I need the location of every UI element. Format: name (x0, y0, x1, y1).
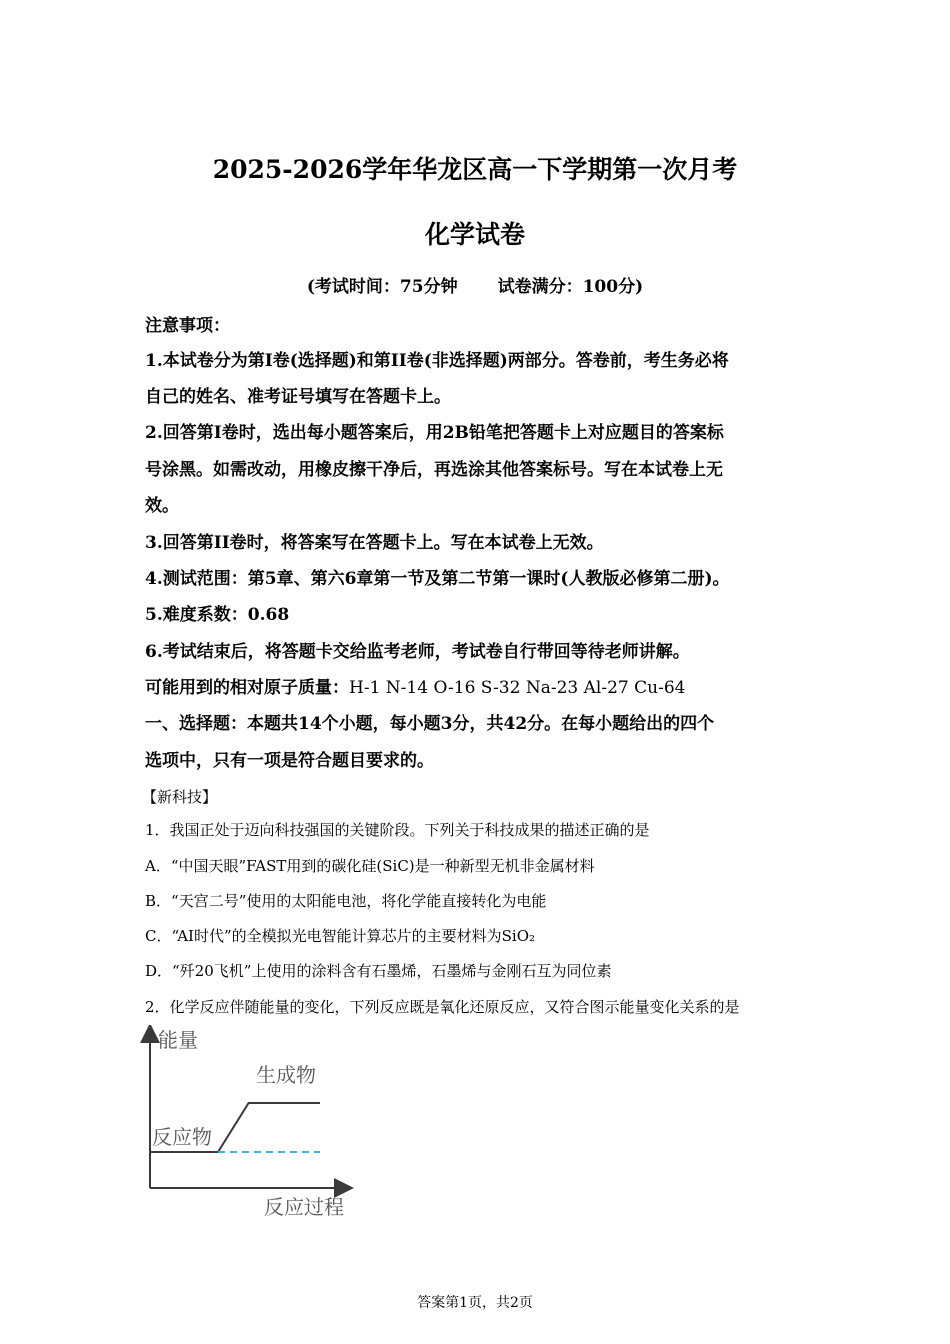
atomic-mass-label: 可能用到的相对原子质量： (145, 678, 349, 698)
question-1-option-c: C．“AI时代”的全模拟光电智能计算芯片的主要材料为SiO₂ (145, 927, 536, 945)
section-heading-line: 一、选择题：本题共14个小题，每小题3分，共42分。在每小题给出的四个 (145, 714, 715, 734)
note-line: 效。 (145, 496, 179, 516)
note-line: 3.回答第II卷时，将答案写在答题卡上。写在本试卷上无效。 (145, 533, 604, 553)
note-line: 2.回答第I卷时，选出每小题答案后，用2B铅笔把答题卡上对应题目的答案标 (145, 423, 724, 443)
note-line: 自己的姓名、准考证号填写在答题卡上。 (145, 387, 451, 407)
exam-title: 2025-2026学年华龙区高一下学期第一次月考 (212, 155, 738, 184)
question-1-stem: 1．我国正处于迈向科技强国的关键阶段。下列关于科技成果的描述正确的是 (145, 821, 650, 839)
x-axis-label: 反应过程 (264, 1195, 344, 1219)
question-1-option-a: A．“中国天眼”FAST用到的碳化硅(SiC)是一种新型无机非金属材料 (145, 857, 595, 875)
exam-time: (考试时间：75分钟 (306, 277, 458, 297)
note-line: 1.本试卷分为第I卷(选择题)和第II卷(非选择题)两部分。答卷前，考生务必将 (145, 351, 729, 371)
exam-score: 试卷满分：100分) (497, 277, 644, 297)
note-line: 号涂黑。如需改动，用橡皮擦干净后，再选涂其他答案标号。写在本试卷上无 (145, 460, 723, 480)
note-line: 4.测试范围：第5章、第六6章第一节及第二节第一课时(人教版必修第二册)。 (145, 569, 730, 589)
question-1-option-d: D．“歼20飞机”上使用的涂料含有石墨烯，石墨烯与金刚石互为同位素 (145, 962, 612, 980)
atomic-mass-line (145, 673, 685, 698)
section-heading-line: 选项中，只有一项是符合题目要求的。 (145, 751, 434, 771)
question-2-stem: 2．化学反应伴随能量的变化，下列反应既是氧化还原反应，又符合图示能量变化关系的是 (145, 998, 740, 1016)
reactant-label: 反应物 (152, 1125, 212, 1149)
note-line: 5.难度系数：0.68 (145, 605, 290, 625)
atomic-mass-values: H-1 N-14 O-16 S-32 Na-23 Al-27 Cu-64 (349, 678, 686, 698)
question-tag: 【新科技】 (142, 788, 218, 806)
note-line: 6.考试结束后，将答题卡交给监考老师，考试卷自行带回等待老师讲解。 (145, 642, 690, 662)
product-label: 生成物 (256, 1063, 316, 1087)
exam-meta (0, 272, 950, 297)
energy-diagram (140, 1025, 370, 1225)
page-footer: 答案第1页，共2页 (417, 1295, 533, 1311)
y-axis-label: 能量 (158, 1028, 198, 1052)
subject-title: 化学试卷 (424, 220, 525, 249)
question-1-option-b: B．“天宫二号”使用的太阳能电池，将化学能直接转化为电能 (145, 892, 547, 910)
notes-heading: 注意事项： (145, 316, 230, 336)
